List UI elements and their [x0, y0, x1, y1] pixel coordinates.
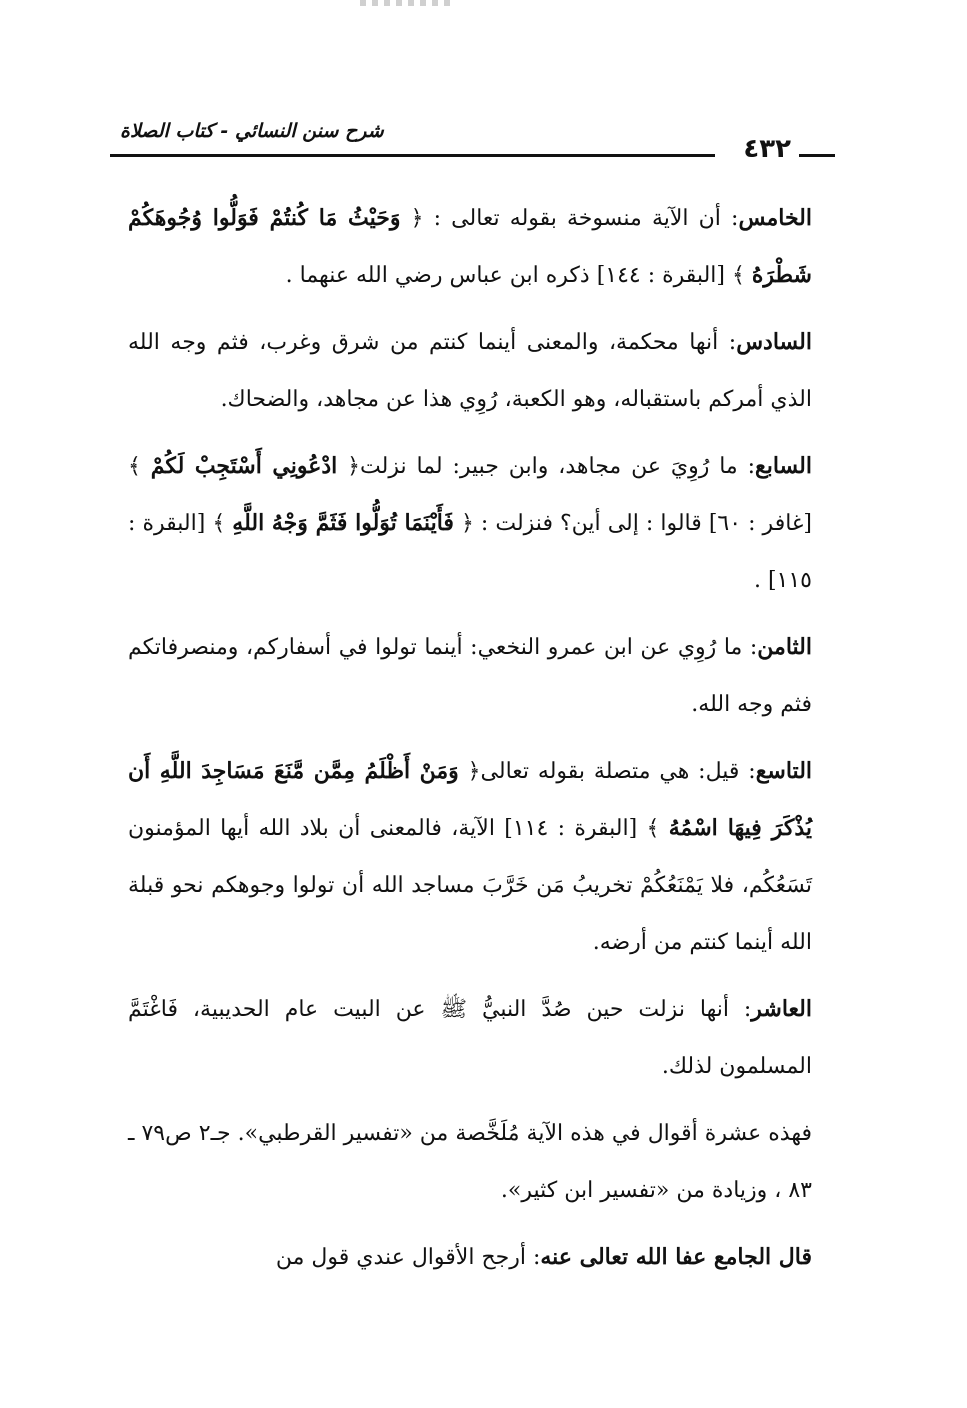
page-header	[110, 122, 835, 172]
paragraph-label: السابع	[755, 453, 812, 479]
quran-verse: ادْعُونِي أَسْتَجِبْ لَكُمْ	[150, 453, 338, 479]
quran-verse: وَمَنْ أَظْلَمُ مِمَّن مَّنَعَ مَسَاجِدَ اللَّهِ أَن يُذْكَرَ فِيهَا اسْمُهُ	[128, 758, 813, 841]
running-title: شرح سنن النسائي - كتاب الصلاة	[120, 120, 384, 142]
paragraph-text: : أنها محكمة، والمعنى أينما كنتم من شرق وغرب، فثم وجه الله الذي أمركم باستقباله، وهو الكعبة، رُوِي هذا عن مجاهد، والضحاك.	[128, 330, 812, 412]
paragraph-label: قال الجامع عفا الله تعالى عنه	[540, 1244, 812, 1270]
paragraph-label: العاشر	[751, 996, 812, 1022]
paragraph-fifth	[128, 190, 812, 304]
paragraph-label: السادس	[736, 329, 812, 355]
paragraph-text: : أرجح الأقوال عندي قول من	[275, 1245, 541, 1270]
quran-verse: فَأَيْنَمَا تُوَلُّوا فَثَمَّ وَجْهُ اللَّهِ	[232, 510, 454, 536]
scan-artifact	[360, 0, 450, 6]
paragraph-label: الخامس	[738, 205, 812, 231]
header-dash	[799, 154, 835, 157]
paragraph-label: التاسع	[755, 758, 813, 784]
paragraph-text: : ما رُوِي عن ابن عمرو النخعي: أينما تولوا في أسفاركم، ومنصرفاتكم فثم وجه الله.	[128, 635, 812, 717]
paragraph-sixth	[128, 314, 812, 428]
paragraph-text: ﴾ [البقرة : ١٤٤] ذكره ابن عباس رضي الله عنهما .	[285, 263, 752, 288]
page-body	[128, 190, 812, 1296]
quran-verse: وَحَيْثُ مَا كُنتُمْ فَوَلُّوا وُجُوهَكُمْ شَطْرَهُ	[128, 205, 812, 288]
header-rule	[110, 154, 715, 157]
paragraph-compiler-note	[128, 1229, 812, 1286]
paragraph-text: : أن الآية منسوخة بقوله تعالى : ﴿	[400, 206, 739, 231]
paragraph-text: : أنها نزلت حين صُدَّ النبيُّ ﷺ عن البيت عام الحديبية، فَاغْتَمَّ المسلمون لذلك.	[128, 997, 812, 1079]
paragraph-text: ﴾ [البقرة : ١١٥] .	[128, 511, 812, 593]
paragraph-eighth	[128, 619, 812, 733]
paragraph-text: : ما رُوِيَ عن مجاهد، وابن جبير: لما نزلت﴿	[337, 454, 755, 479]
paragraph-ninth	[128, 743, 812, 971]
paragraph-text: : قيل: هي متصلة بقوله تعالى﴿	[458, 759, 756, 784]
paragraph-text: فهذه عشرة أقوال في هذه الآية مُلَخَّصة من «تفسير القرطبي». جـ٢ ص٧٩ ـ ٨٣ ، وزيادة من «تفسير ابن كثير».	[128, 1121, 812, 1203]
paragraph-seventh	[128, 438, 812, 609]
page-number: ٤٣٢	[743, 134, 791, 164]
paragraph-text: ﴾ [غافر : ٦٠] قالوا : إلى أين؟ فنزلت : ﴿	[128, 454, 812, 536]
paragraph-summary	[128, 1105, 812, 1219]
paragraph-tenth	[128, 981, 812, 1095]
paragraph-label: الثامن	[757, 634, 812, 660]
paragraph-text: ﴾ [البقرة : ١١٤] الآية، فالمعنى أن بلاد الله أيها المؤمنون تَسَعُكُم، فلا يَمْنَعُكُمْ تخريبُ مَن خَرَّبَ مساجد الله أن تولوا وجوهكم نحو قبلة الله أينما كنتم من أرضه.	[128, 816, 812, 955]
